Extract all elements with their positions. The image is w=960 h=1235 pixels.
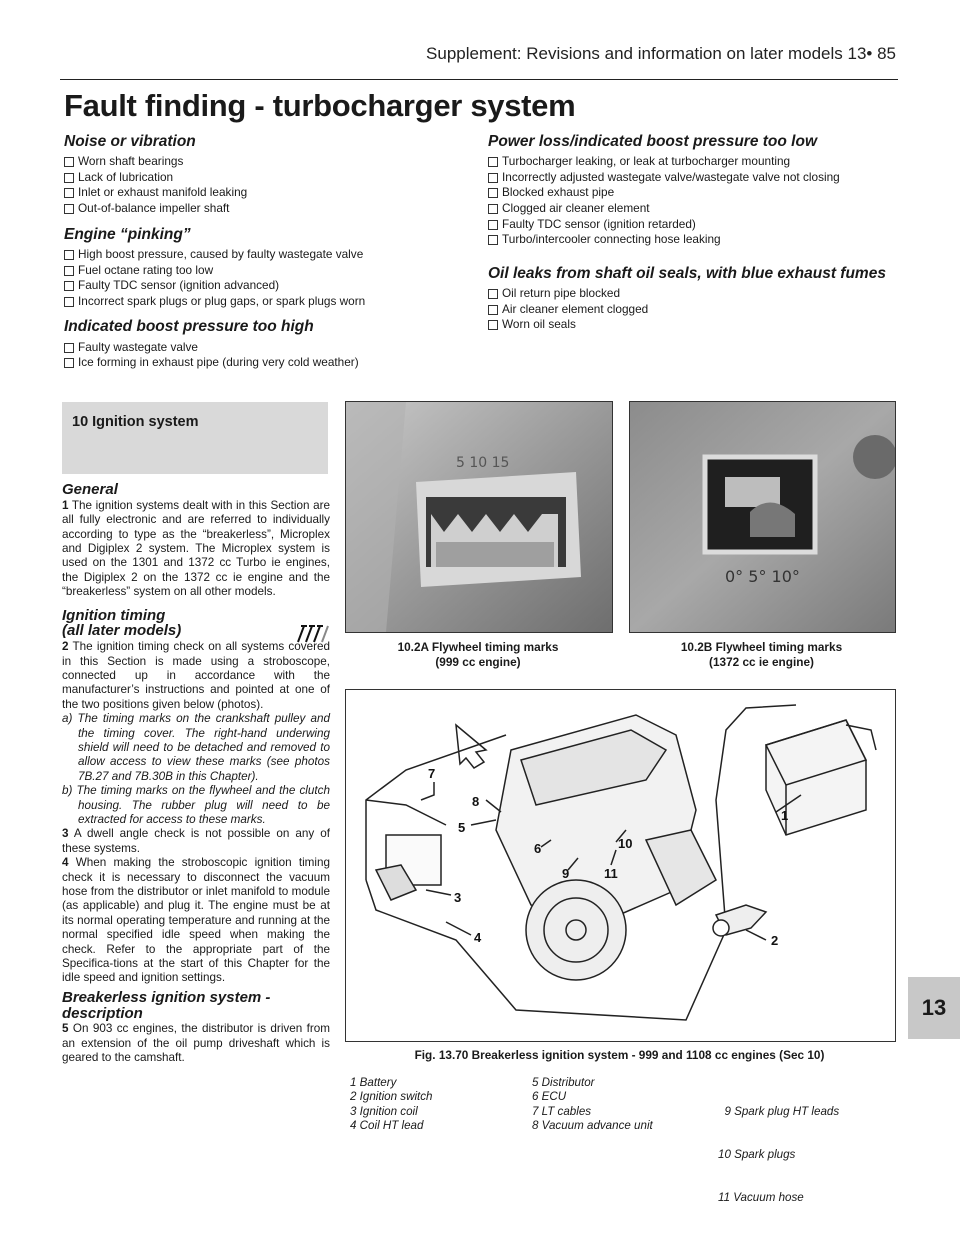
- photo-b-image: [630, 402, 895, 632]
- fault-heading: Oil leaks from shaft oil seals, with blue exhaust fumes: [488, 264, 886, 282]
- paragraph-text: The ignition timing check on all systems covered in this Section is made using a stroboscope, connected up in accordance with the manufacturer’s instructions and pointed at one of the two positions given below (photos).: [62, 640, 330, 711]
- section-heading-box: [62, 402, 328, 474]
- legend-column-2: [532, 1076, 653, 1134]
- caption-line: 10.2B Flywheel timing marks: [680, 640, 843, 654]
- sub-item-a: a) The timing marks on the crankshaft pulley and the timing cover. The right-hand underwing shield will need to be detached and removed to allow access to view these marks (see photos 7B.27 and 7B.30B in this Chapter).: [62, 712, 330, 783]
- legend-column-3: [718, 1076, 839, 1234]
- fault-item: Faulty TDC sensor (ignition advanced): [64, 278, 464, 294]
- photo-a-caption: [345, 640, 611, 670]
- paragraph-text: The ignition systems dealt with in this Section are all fully electronic and are referred to individually according to type as the “breakerless”, Microplex and Digiplex 2 system. The Microplex system is used on the 1301 and 1372 cc Turbo ie engines, the Digiplex 2 on the 1372 cc ie engine and the “breakerless” system on all other models.: [62, 498, 330, 599]
- fault-item: Clogged air cleaner element: [488, 201, 898, 217]
- legend-item: 2 Ignition switch: [350, 1090, 433, 1104]
- legend-item: 10 Spark plugs: [718, 1148, 796, 1162]
- callout-3: 3: [454, 890, 462, 905]
- legend-item: 11 Vacuum hose: [718, 1191, 804, 1205]
- callout-7: 7: [428, 766, 436, 781]
- paragraph-text: On 903 cc engines, the distributor is driven from an extension of the oil pump driveshaft which is geared to the camshaft.: [62, 1022, 331, 1065]
- callout-5: 5: [458, 820, 466, 835]
- section-body: [62, 478, 330, 1066]
- fault-finding-left-column: [64, 134, 464, 381]
- fault-item: Faulty wastegate valve: [64, 340, 464, 356]
- running-head: Supplement: Revisions and information on later models 13• 85: [426, 44, 896, 63]
- fault-item: Turbo/intercooler connecting hose leaking: [488, 232, 898, 248]
- fault-item: Worn oil seals: [488, 317, 898, 333]
- breakerless-heading: [62, 990, 330, 1022]
- photo-b-stamp: 0° 5° 10°: [725, 567, 800, 586]
- legend-item: 9 Spark plug HT leads: [718, 1104, 840, 1118]
- callout-1: 1: [781, 808, 789, 823]
- paragraph-1: [62, 499, 330, 600]
- caption-line: 10.2A Flywheel timing marks: [397, 640, 559, 654]
- photo-b-caption: [629, 640, 894, 670]
- chapter-tab: 13: [908, 977, 960, 1039]
- header-rule: [60, 79, 898, 80]
- paragraph-number: 4: [62, 856, 69, 870]
- section-title: 10 Ignition system: [72, 414, 199, 430]
- fault-item: Worn shaft bearings: [64, 154, 464, 170]
- fault-checklist: [64, 154, 464, 216]
- fault-item: Turbocharger leaking, or leak at turbocharger mounting: [488, 154, 898, 170]
- callout-11: 11: [604, 866, 618, 881]
- fault-heading: Indicated boost pressure too high: [64, 318, 314, 336]
- photo-a-image: [346, 402, 612, 632]
- paragraph-4: [62, 856, 330, 986]
- fault-heading: Noise or vibration: [64, 133, 196, 150]
- paragraph-number: 2: [62, 640, 69, 654]
- ignition-system-figure: [345, 689, 896, 1042]
- heading-line: Ignition timing: [62, 606, 166, 624]
- photo-flywheel-1372cc: [629, 401, 896, 633]
- fault-item: Inlet or exhaust manifold leaking: [64, 185, 464, 201]
- figure-caption: Fig. 13.70 Breakerless ignition system - 999 and 1108 cc engines (Sec 10): [414, 1048, 825, 1062]
- legend-item: 1 Battery: [350, 1076, 397, 1089]
- fault-heading: Power loss/indicated boost pressure too low: [488, 133, 818, 150]
- paragraph-number: 1: [62, 498, 69, 512]
- callout-8: 8: [472, 794, 480, 809]
- fault-heading: Engine “pinking”: [64, 225, 191, 243]
- ignition-timing-heading: [62, 608, 330, 640]
- fault-item: High boost pressure, caused by faulty wastegate valve: [64, 247, 464, 263]
- callout-9: 9: [562, 866, 570, 881]
- paragraph-text: When making the stroboscopic ignition timing check it is necessary to disconnect the vacuum hose from the distributor or inlet manifold to module (as applicable) and plug it. The engine must be at its normal operating temperature and running at the normal specified idle speed when making the check. Refer to the appropriate part of the Specifica-tions at the start of this Chapter for the idle speed and ignition settings.: [62, 856, 330, 985]
- photo-flywheel-999cc: [345, 401, 613, 633]
- legend-item: 8 Vacuum advance unit: [532, 1119, 653, 1133]
- difficulty-spanner-icon: [296, 622, 330, 644]
- paragraph-text: A dwell angle check is not possible on any of these systems.: [62, 827, 331, 855]
- fault-item: Fuel octane rating too low: [64, 263, 464, 279]
- fault-item: Ice forming in exhaust pipe (during very cold weather): [64, 355, 464, 371]
- caption-line: (1372 cc ie engine): [709, 655, 814, 669]
- fault-finding-right-column: [488, 134, 898, 343]
- paragraph-2: [62, 640, 330, 712]
- caption-line: (999 cc engine): [435, 655, 521, 669]
- callout-2: 2: [771, 933, 779, 948]
- fault-checklist: [488, 286, 898, 333]
- sub-item-b: b) The timing marks on the flywheel and the clutch housing. The rubber plug will need to be extracted for access to these marks.: [62, 784, 330, 826]
- paragraph-number: 5: [62, 1022, 69, 1036]
- fault-item: Incorrect spark plugs or plug gaps, or spark plugs worn: [64, 294, 464, 310]
- fault-item: Out-of-balance impeller shaft: [64, 201, 464, 217]
- paragraph-3: [62, 827, 330, 856]
- heading-line: description: [62, 1004, 143, 1022]
- fault-item: Blocked exhaust pipe: [488, 185, 898, 201]
- fault-item: Lack of lubrication: [64, 170, 464, 186]
- photo-a-stamp: 5 10 15: [456, 455, 510, 471]
- paragraph-number: 3: [62, 827, 69, 841]
- heading-line: Breakerless ignition system -: [62, 988, 271, 1006]
- heading-line: (all later models): [62, 622, 182, 640]
- ignition-system-diagram: [346, 690, 895, 1041]
- fault-item: Oil return pipe blocked: [488, 286, 898, 302]
- legend-item: 4 Coil HT lead: [350, 1119, 424, 1133]
- fault-item: Faulty TDC sensor (ignition retarded): [488, 217, 898, 233]
- fault-item: Incorrectly adjusted wastegate valve/wastegate valve not closing: [488, 170, 898, 186]
- general-heading: General: [62, 481, 118, 498]
- legend-item: 5 Distributor: [532, 1076, 595, 1089]
- page-title: Fault finding - turbocharger system: [64, 88, 576, 123]
- fault-checklist: [64, 247, 464, 309]
- fault-item: Air cleaner element clogged: [488, 302, 898, 318]
- legend-column-1: [350, 1076, 433, 1134]
- callout-4: 4: [474, 930, 482, 945]
- fault-checklist: [64, 340, 464, 371]
- callout-10: 10: [618, 836, 633, 851]
- legend-item: 7 LT cables: [532, 1104, 592, 1118]
- legend-item: 6 ECU: [532, 1090, 567, 1104]
- legend-item: 3 Ignition coil: [350, 1104, 418, 1118]
- fault-checklist: [488, 154, 898, 248]
- callout-6: 6: [534, 841, 542, 856]
- paragraph-5: [62, 1022, 330, 1065]
